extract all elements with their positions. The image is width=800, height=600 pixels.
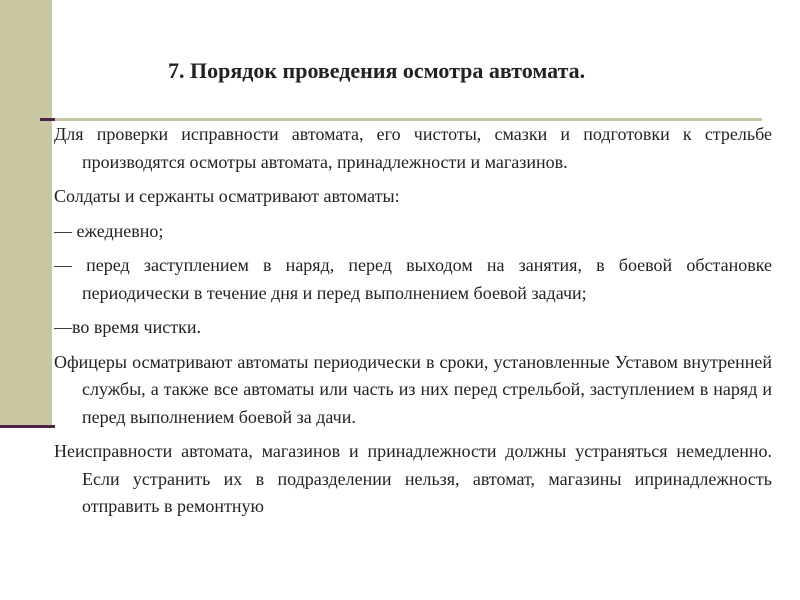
slide-body — [54, 121, 772, 528]
paragraph-inspection-purpose: Для проверки исправности автомата, его чистоты, смазки и подготовки к стрельбе производятся осмотры автомата, принадлежности и магазинов. — [54, 124, 772, 172]
list-item-daily: — ежедневно; — [54, 220, 164, 241]
slide-title: 7. Порядок проведения осмотра автомата. — [168, 58, 586, 83]
side-accent-band — [0, 0, 52, 427]
paragraph-soldiers-intro: Солдаты и сержанты осматривают автоматы: — [54, 186, 400, 206]
paragraph-officers: Офицеры осматривают автоматы периодически в сроки, установленные Уставом внутренней службы, а также все автоматы или часть из них перед стрельбой, заступлением в наряд и перед выполнением боевой за дачи. — [54, 351, 772, 427]
paragraph-malfunctions: Неисправности автомата, магазинов и принадлежности должны устраняться немедленно. Если устранить их в подразделении нельзя, автомат, магазины ипринадлежность отправить в ремонтную — [54, 441, 772, 516]
list-item-before-duty: — перед заступлением в наряд, перед выходом на занятия, в боевой обстановке периодически в течение дня и перед выполнением боевой задачи; — [54, 255, 772, 303]
side-band-divider — [0, 425, 55, 428]
title-divider-dark-segment — [40, 118, 55, 121]
list-item-during-cleaning: —во время чистки. — [54, 317, 201, 337]
